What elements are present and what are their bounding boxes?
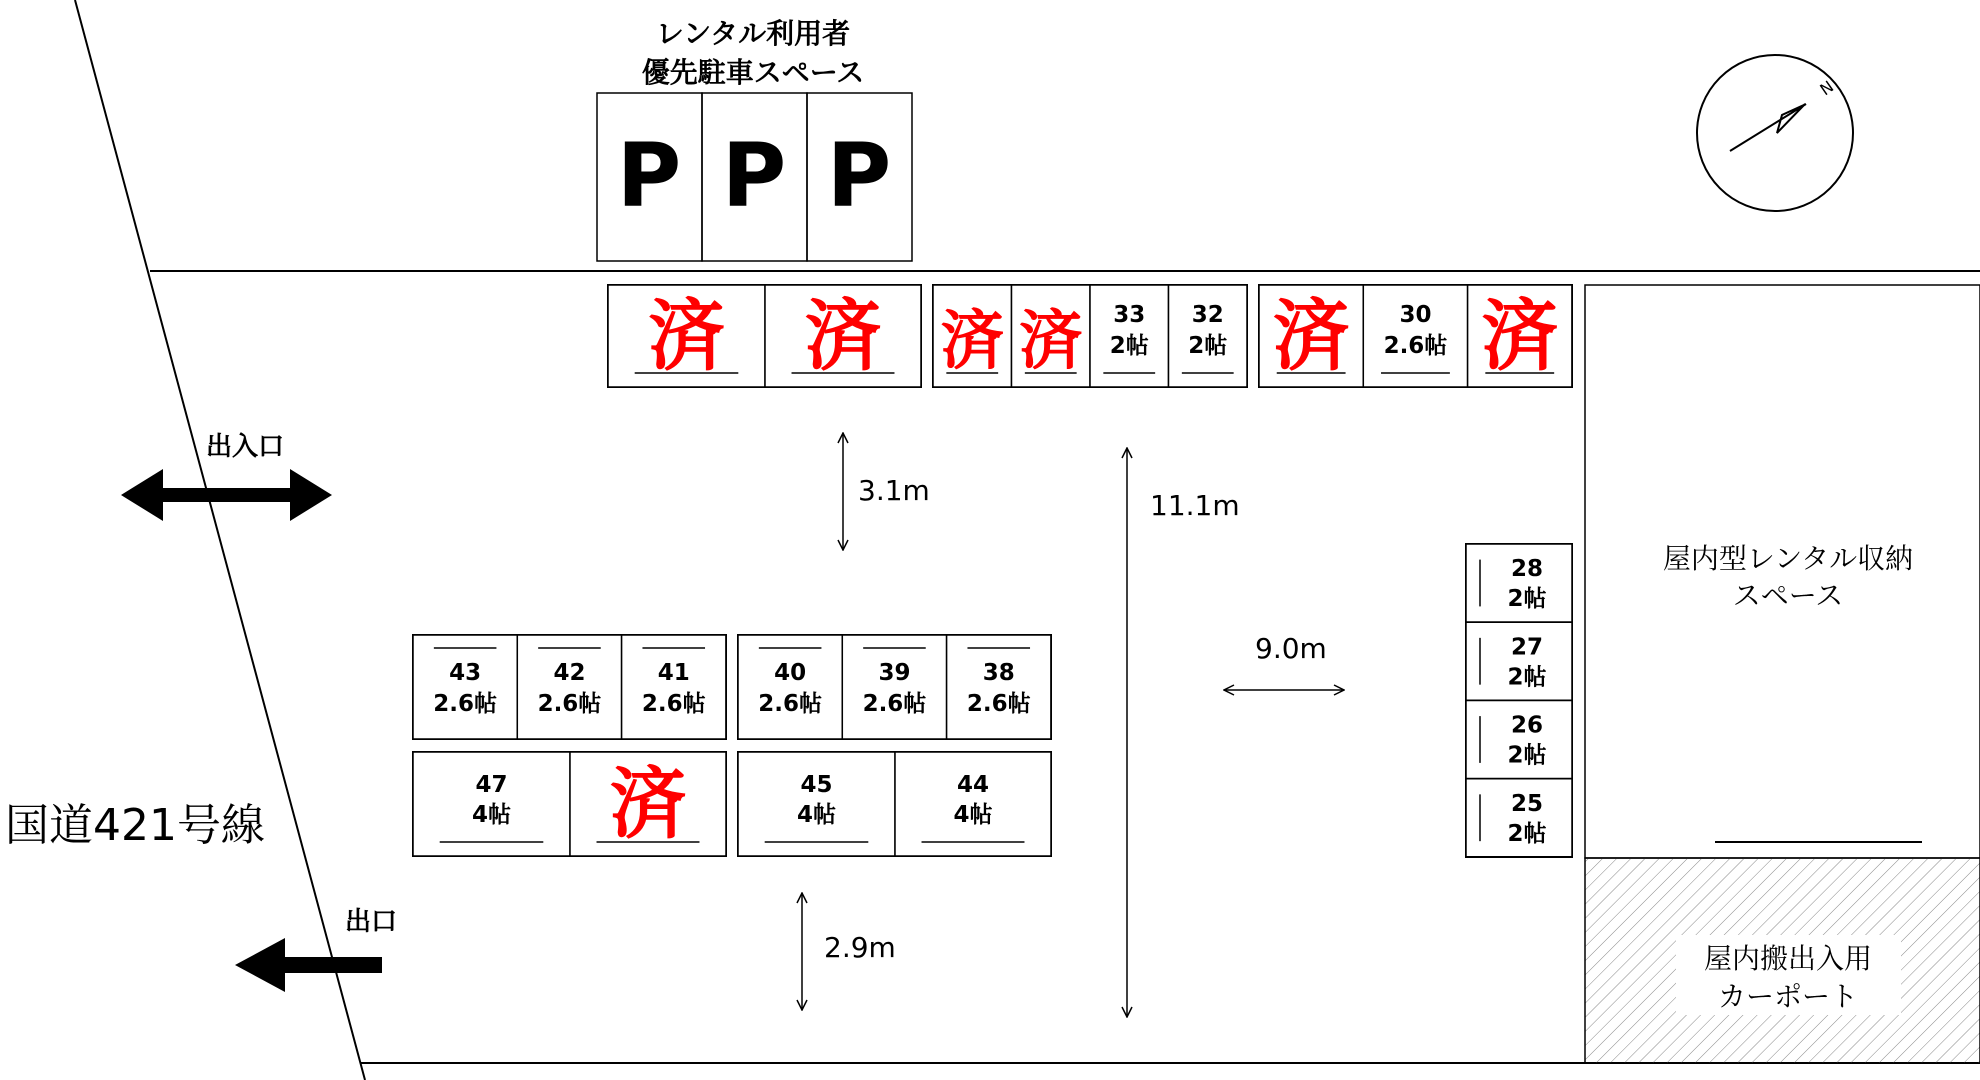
compass <box>1697 55 1853 211</box>
storage-unit <box>895 752 1051 856</box>
storage-unit <box>1090 285 1169 387</box>
dimension-9-0m <box>1224 632 1344 690</box>
storage-unit <box>413 752 570 856</box>
unit-size: 4帖 <box>953 802 993 828</box>
parking-title-line1: レンタル利用者 <box>655 17 851 50</box>
sold-mark: 済 <box>1273 291 1350 380</box>
storage-row-top <box>608 285 1572 387</box>
unit-size: 2帖 <box>1188 333 1228 359</box>
unit-size: 4帖 <box>796 802 837 828</box>
dimension-label-2-9m: 2.9m <box>824 931 896 964</box>
sold-mark: 済 <box>940 304 1004 377</box>
dimension-2-9m <box>802 893 896 1010</box>
compass-circle <box>1697 55 1853 211</box>
unit-number: 32 <box>1191 302 1224 328</box>
storage-column-right <box>1466 544 1572 857</box>
unit-size: 2.6帖 <box>1383 333 1448 359</box>
indoor-storage-label-line2: スペース <box>1732 579 1844 612</box>
unit-number: 44 <box>956 772 990 798</box>
unit-number: 42 <box>553 660 586 686</box>
unit-number: 45 <box>800 772 833 798</box>
exit-label: 出口 <box>345 907 398 937</box>
unit-number: 27 <box>1510 634 1544 661</box>
parking-p-2: P <box>721 124 787 227</box>
road-boundary-line <box>75 0 365 1080</box>
storage-unit <box>1466 701 1572 779</box>
storage-unit <box>1466 779 1572 857</box>
unit-size: 2.6帖 <box>537 691 602 717</box>
storage-unit-box <box>413 635 517 739</box>
sold-mark: 済 <box>610 759 686 848</box>
dimension-3-1m <box>843 433 930 550</box>
storage-unit <box>1259 285 1363 387</box>
storage-row-lower-upper <box>413 635 1051 739</box>
priority-parking <box>597 17 912 261</box>
unit-size: 2.6帖 <box>966 691 1031 717</box>
dimension-label-3-1m: 3.1m <box>858 474 930 507</box>
unit-number: 38 <box>982 660 1015 686</box>
storage-unit <box>1012 285 1091 387</box>
unit-number: 40 <box>774 660 807 686</box>
storage-unit <box>738 635 842 739</box>
unit-number: 30 <box>1399 302 1432 328</box>
storage-unit <box>570 752 726 856</box>
storage-unit <box>413 635 517 739</box>
unit-number: 47 <box>475 772 508 798</box>
unit-size: 2帖 <box>1109 333 1149 359</box>
indoor-storage-label-line1: 屋内型レンタル収納 <box>1662 542 1914 575</box>
storage-row-lower-bottom <box>413 752 1051 856</box>
unit-size: 2帖 <box>1507 664 1547 691</box>
storage-unit <box>622 635 726 739</box>
carport-label-line1: 屋内搬出入用 <box>1703 942 1873 975</box>
storage-unit <box>933 285 1012 387</box>
storage-unit <box>947 635 1051 739</box>
unit-number: 43 <box>449 660 482 686</box>
unit-number: 28 <box>1510 556 1544 582</box>
unit-size: 2.6帖 <box>433 691 498 717</box>
storage-unit <box>608 285 765 387</box>
dimension-11-1m <box>1127 448 1240 1017</box>
unit-size: 2.6帖 <box>758 691 823 717</box>
storage-unit <box>517 635 621 739</box>
storage-unit-box <box>842 635 946 739</box>
dimension-label-11-1m: 11.1m <box>1150 489 1240 522</box>
north-arrow-icon <box>1730 104 1806 151</box>
sold-mark: 済 <box>648 291 725 380</box>
parking-p-3: P <box>826 124 892 227</box>
storage-unit <box>1169 285 1248 387</box>
unit-number: 39 <box>878 660 911 686</box>
carport-label-line2: カーポート <box>1717 980 1859 1013</box>
entrance-arrow-icon <box>121 469 332 521</box>
storage-unit <box>842 635 946 739</box>
unit-number: 33 <box>1113 302 1146 328</box>
entrance-label: 出入口 <box>206 432 285 462</box>
north-label: N <box>1816 76 1838 100</box>
unit-number: 26 <box>1510 712 1544 739</box>
parking-title-line2: 優先駐車スペース <box>641 56 865 89</box>
storage-unit-box <box>622 635 726 739</box>
unit-size: 2帖 <box>1507 820 1547 847</box>
storage-unit <box>1466 544 1572 622</box>
unit-size: 4帖 <box>471 802 512 828</box>
storage-unit <box>765 285 921 387</box>
unit-size: 2.6帖 <box>641 691 706 717</box>
sold-mark: 済 <box>805 291 881 380</box>
unit-number: 41 <box>657 660 690 686</box>
exit-arrow-icon <box>235 938 382 992</box>
storage-unit <box>738 752 895 856</box>
storage-unit <box>1468 285 1572 387</box>
unit-size: 2.6帖 <box>862 691 927 717</box>
storage-unit <box>1363 285 1467 387</box>
storage-unit-box <box>738 635 842 739</box>
unit-size: 2帖 <box>1507 586 1547 612</box>
parking-p-1: P <box>616 124 682 227</box>
sold-mark: 済 <box>1019 304 1083 377</box>
storage-unit <box>1466 622 1572 700</box>
storage-unit-box <box>947 635 1051 739</box>
unit-size: 2帖 <box>1507 742 1547 769</box>
storage-unit-box <box>517 635 621 739</box>
sold-mark: 済 <box>1481 291 1558 380</box>
dimension-label-9-0m: 9.0m <box>1255 632 1327 665</box>
road-name: 国道421号線 <box>5 800 265 851</box>
indoor-storage-building <box>1585 285 1980 1063</box>
unit-number: 25 <box>1510 790 1544 817</box>
